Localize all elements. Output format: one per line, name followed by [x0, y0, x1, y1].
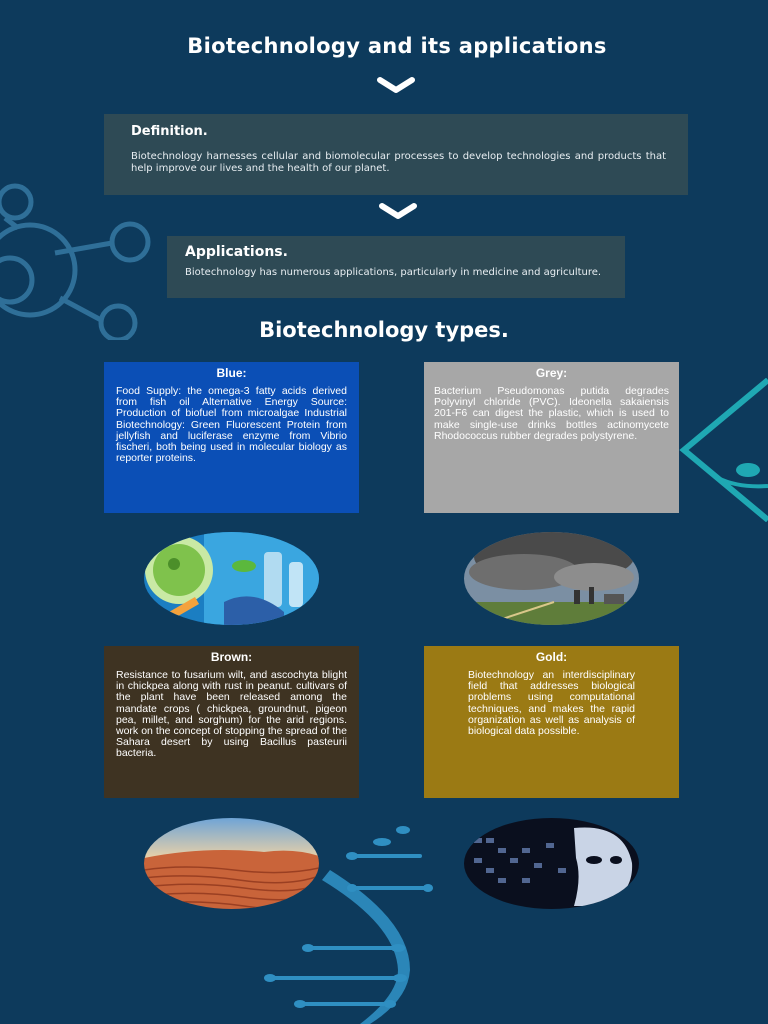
applications-box	[167, 236, 625, 298]
chevron-down-icon	[376, 76, 416, 98]
brown-card	[104, 646, 359, 798]
brown-heading: Brown:	[210, 650, 253, 664]
chevron-down-icon	[378, 202, 418, 224]
types-title: Biotechnology types.	[259, 318, 509, 342]
applications-text: Biotechnology has numerous applications, particularly in medicine and agriculture.	[185, 267, 602, 278]
grey-text: Bacterium Pseudomonas putida degrades Polyvinyl chloride (PVC). Ideonella sakaiensis 201-F6 can digest the plastic, which is used to make single-use drinks bottles actinomycete Rhodococcus rubber degrades polystyrene.	[434, 385, 669, 442]
desert-dunes-image	[144, 818, 319, 909]
blue-card	[104, 362, 359, 513]
gold-heading: Gold:	[535, 650, 568, 664]
definition-heading: Definition.	[131, 124, 208, 139]
teal-diamond-decoration-icon	[678, 378, 768, 522]
gold-text: Biotechnology an interdisciplinary field that addresses biological problems using computational techniques, and makes the rapid organization as well as analysis of biological data possible.	[468, 669, 635, 738]
grey-card	[424, 362, 679, 513]
grey-heading: Grey:	[535, 366, 568, 380]
definition-text: Biotechnology harnesses cellular and biomolecular processes to develop technologies and products that help improve our lives and the health of our planet.	[131, 151, 666, 174]
blue-text: Food Supply: the omega-3 fatty acids derived from fish oil Alternative Energy Source: Production of biofuel from microalgae Industrial Biotechnology: Green Fluorescent Protein from jellyfish and luciferase enzyme from Vibrio fischeri, both being used in molecular biology as reporter proteins.	[116, 385, 347, 465]
applications-heading: Applications.	[185, 244, 288, 260]
page-title: Biotechnology and its applications	[187, 34, 607, 58]
molecule-decoration-icon	[0, 180, 160, 340]
blue-heading: Blue:	[216, 366, 247, 380]
definition-box	[104, 114, 688, 195]
digital-face-image	[464, 818, 639, 909]
lab-science-image	[144, 532, 319, 625]
gold-card	[424, 646, 679, 798]
brown-text: Resistance to fusarium wilt, and ascochyta blight in chickpea along with rust in peanut. cultivars of the plant have been released among the mandate crops ( chickpea, groundnut, pigeon pea, millet, and sorghum) for the arid regions. work on the concept of stopping the spread of the Sahara desert by using Bacillus pasteurii bacteria.	[116, 669, 347, 760]
pollution-factory-image	[464, 532, 639, 625]
